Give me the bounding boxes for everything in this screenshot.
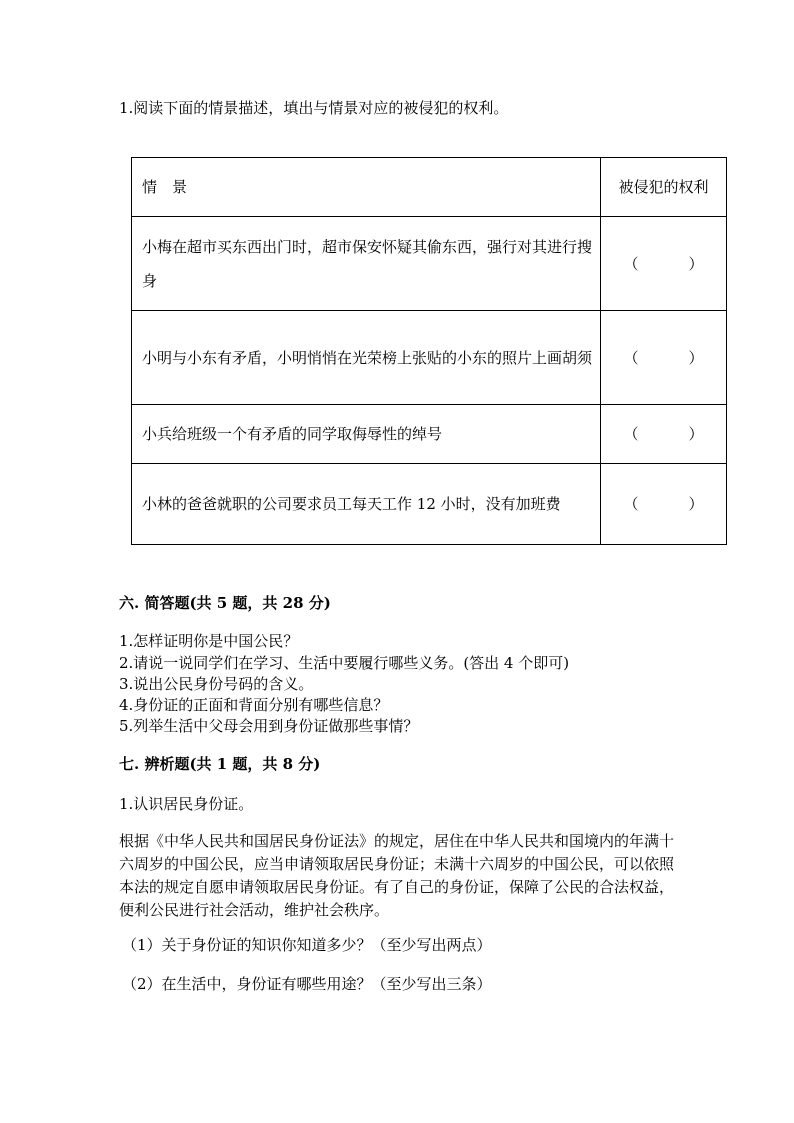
scene-cell: 小林的爸爸就职的公司要求员工每天工作 12 小时，没有加班费 — [132, 464, 601, 545]
scene-cell: 小梅在超市买东西出门时，超市保安怀疑其偷东西，强行对其进行搜身 — [132, 217, 601, 311]
section-7-title: 七. 辨析题(共 1 题，共 8 分) — [119, 755, 321, 773]
question-1-title: 1.阅读下面的情景描述，填出与情景对应的被侵犯的权利。 — [119, 99, 509, 117]
table-row — [132, 405, 727, 464]
paren-open: （ — [623, 495, 639, 513]
section-6-item: 4.身份证的正面和背面分别有哪些信息？ — [119, 696, 389, 714]
paren-open: （ — [623, 348, 639, 367]
table-row — [132, 311, 727, 405]
rights-table — [131, 157, 727, 545]
section-6-title: 六. 简答题(共 5 题，共 28 分) — [119, 594, 331, 612]
answer-cell — [601, 311, 727, 405]
scene-cell: 小明与小东有矛盾，小明悄悄在光荣榜上张贴的小东的照片上画胡须 — [132, 311, 601, 405]
answer-cell — [601, 464, 727, 545]
paren-close: ） — [688, 348, 704, 367]
scene-cell: 小兵给班级一个有矛盾的同学取侮辱性的绰号 — [132, 405, 601, 464]
section-7-question-1: 1.认识居民身份证。 — [119, 795, 254, 813]
sub-question-2: （2）在生活中，身份证有哪些用途？（至少写出三条） — [122, 975, 492, 993]
table-row — [132, 464, 727, 545]
section-6-item: 5.列举生活中父母会用到身份证做那些事情？ — [119, 717, 419, 735]
answer-cell — [601, 217, 727, 311]
id-card-law-paragraph: 根据《中华人民共和国居民身份证法》的规定，居住在中华人民共和国境内的年满十六周岁的中国公民，应当申请领取居民身份证；未满十六周岁的中国公民，可以依照本法的规定自愿申请领取居民身份证。有了自己的身份证，保障了公民的合法权益，便利公民进行社会活动，维护社会秩序。 — [119, 832, 675, 919]
header-scene: 情 景 — [132, 158, 601, 217]
section-6-item: 2.请说一说同学们在学习、生活中要履行哪些义务。(答出 4 个即可) — [119, 654, 570, 672]
paren-open: （ — [623, 254, 639, 273]
table-row — [132, 217, 727, 311]
section-6-item: 3.说出公民身份号码的含义。 — [119, 675, 314, 693]
paren-open: （ — [623, 425, 639, 443]
sub-question-1: （1）关于身份证的知识你知道多少？（至少写出两点） — [122, 936, 492, 954]
table-header-row — [132, 158, 727, 217]
header-violated-right: 被侵犯的权利 — [601, 158, 727, 217]
paren-close: ） — [688, 495, 704, 513]
answer-cell — [601, 405, 727, 464]
section-6-item: 1.怎样证明你是中国公民？ — [119, 632, 299, 650]
paren-close: ） — [688, 425, 704, 443]
paren-close: ） — [688, 254, 704, 273]
